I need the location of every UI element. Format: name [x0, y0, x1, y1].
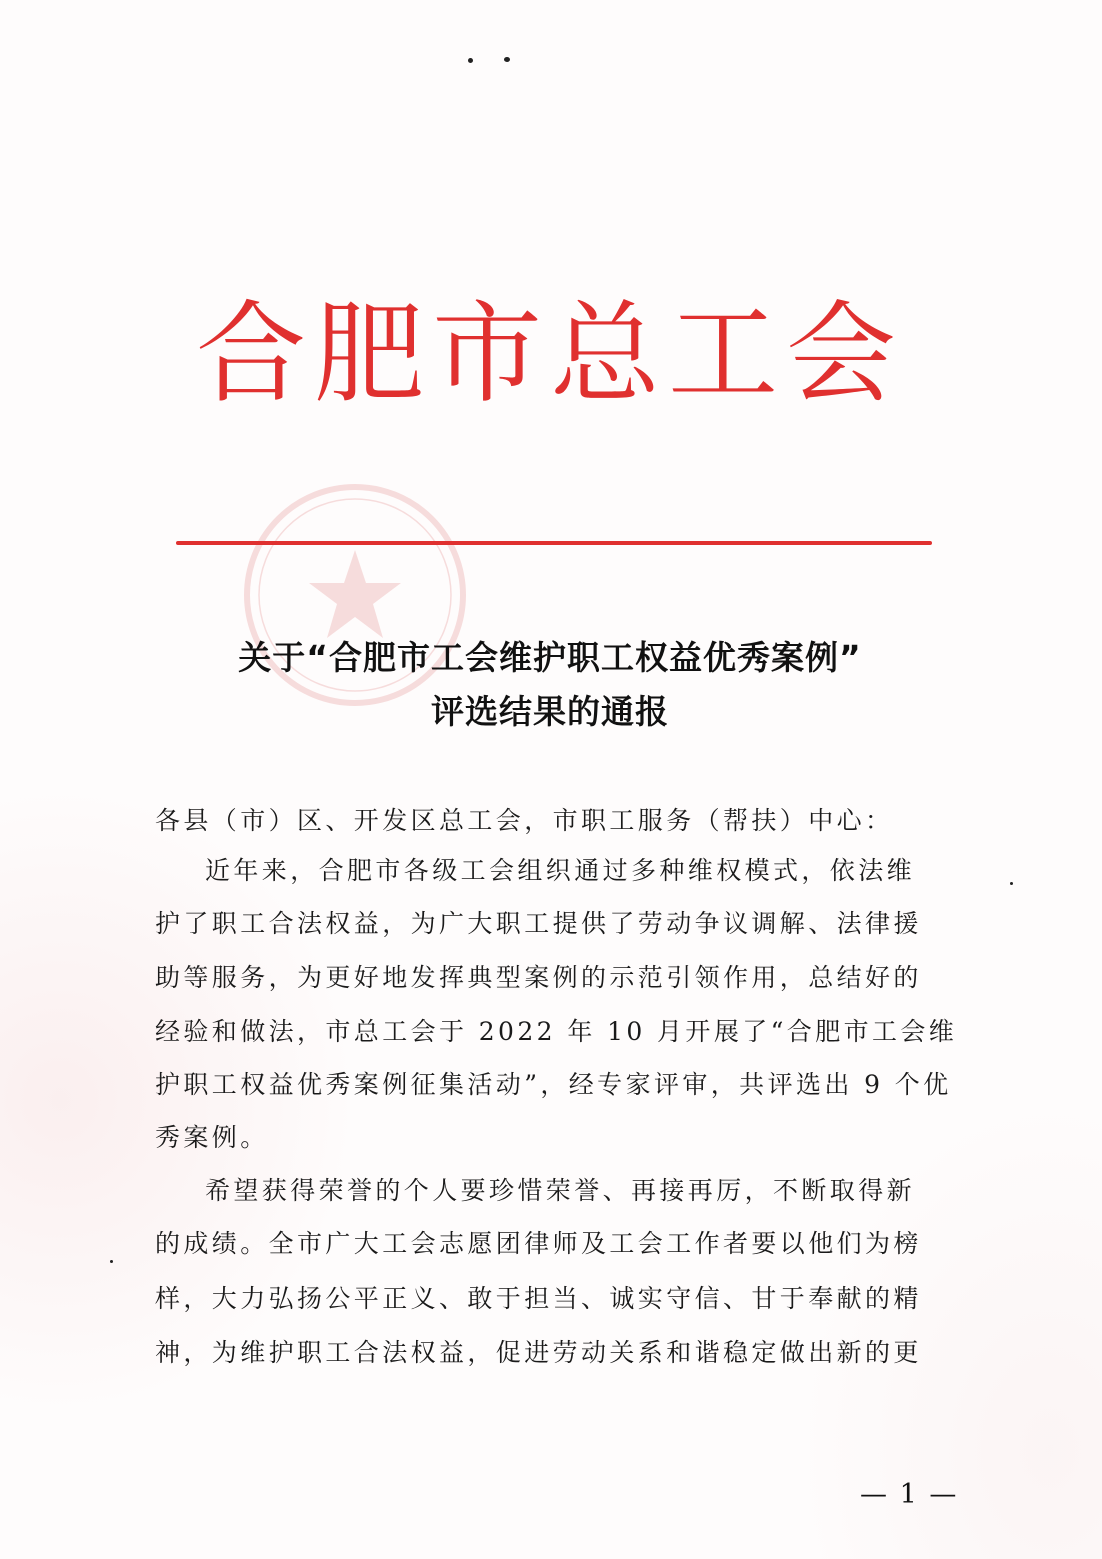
masthead-org-name: 合肥市总工会 [196, 290, 904, 418]
document-title-line-1: 关于“合肥市工会维护职工权益优秀案例” [238, 638, 862, 677]
body-line: 护职工权益优秀案例征集活动”，经专家评审，共评选出 9 个优 [155, 1070, 952, 1099]
body-line: 的成绩。全市广大工会志愿团律师及工会工作者要以他们为榜 [155, 1229, 922, 1258]
body-line: 经验和做法，市总工会于 2022 年 10 月开展了“合肥市工会维 [155, 1017, 958, 1046]
salutation: 各县（市）区、开发区总工会，市职工服务（帮扶）中心： [155, 806, 894, 835]
scan-speck [468, 58, 473, 63]
body-line: 样，大力弘扬公平正义、敢于担当、诚实守信、甘于奉献的精 [155, 1284, 922, 1313]
body-line: 神，为维护职工合法权益，促进劳动关系和谐稳定做出新的更 [155, 1338, 922, 1367]
body-line: 近年来，合肥市各级工会组织通过多种维权模式，依法维 [205, 856, 916, 885]
page-number: — 1 — [860, 1479, 959, 1510]
body-line: 助等服务，为更好地发挥典型案例的示范引领作用，总结好的 [155, 963, 922, 992]
scan-speck [110, 1260, 113, 1263]
masthead-red-rule [176, 541, 932, 545]
body-line: 希望获得荣誉的个人要珍惜荣誉、再接再厉，不断取得新 [205, 1176, 916, 1205]
scan-speck [1010, 882, 1013, 885]
body-line: 秀案例。 [155, 1123, 269, 1152]
scan-speck [504, 57, 510, 62]
document-title-line-2: 评选结果的通报 [431, 692, 669, 731]
body-line: 护了职工合法权益，为广大职工提供了劳动争议调解、法律援 [155, 909, 922, 938]
